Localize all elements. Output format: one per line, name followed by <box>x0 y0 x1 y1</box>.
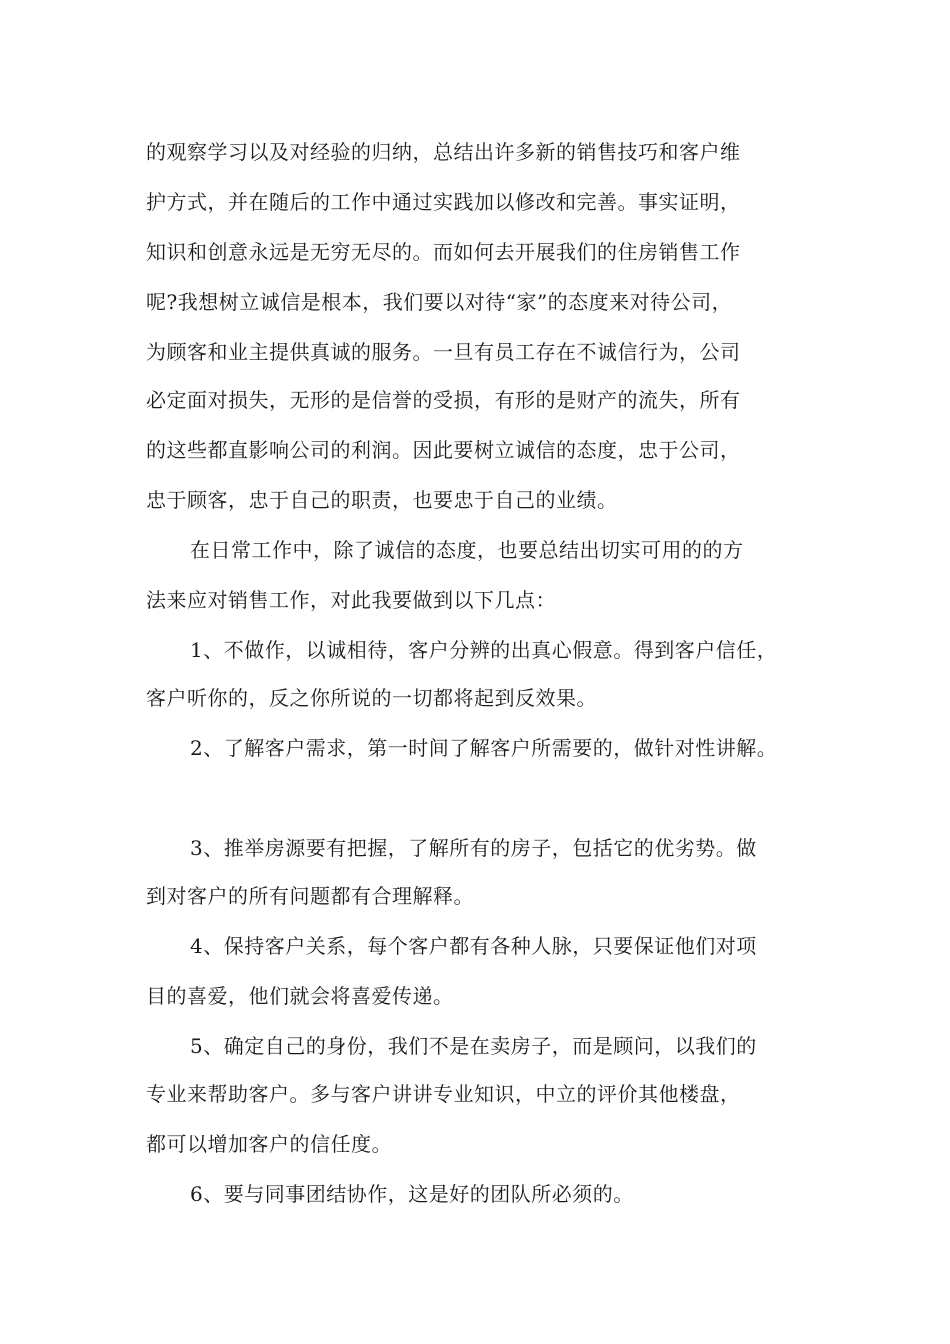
text-line-6: 必定面对损失，无形的是信誉的受损，有形的是财产的流失，所有 <box>146 388 741 412</box>
list-item-3-line-1: 3、推举房源要有把握，了解所有的房子，包括它的优劣势。做 <box>190 836 757 860</box>
list-item-5-line-2: 专业来帮助客户。多与客户讲讲专业知识，中立的评价其他楼盘， <box>146 1082 741 1106</box>
list-item-3-line-2: 到对客户的所有问题都有合理解释。 <box>146 884 474 908</box>
text-line-8: 忠于顾客，忠于自己的职责，也要忠于自己的业绩。 <box>146 488 618 512</box>
list-item-1-line-1: 1、不做作，以诚相待，客户分辨的出真心假意。得到客户信任， <box>190 638 778 662</box>
text-line-2: 护方式，并在随后的工作中通过实践加以修改和完善。事实证明， <box>146 190 741 214</box>
list-item-5-line-3: 都可以增加客户的信任度。 <box>146 1132 392 1156</box>
text-line-1: 的观察学习以及对经验的归纳，总结出许多新的销售技巧和客户维 <box>146 140 741 164</box>
text-line-4: 呢?我想树立诚信是根本，我们要以对待“家”的态度来对待公司， <box>146 290 733 314</box>
list-item-5-line-1: 5、确定自己的身份，我们不是在卖房子，而是顾问，以我们的 <box>190 1034 757 1058</box>
list-item-4-line-1: 4、保持客户关系，每个客户都有各种人脉，只要保证他们对项 <box>190 934 757 958</box>
text-line-7: 的这些都直影响公司的利润。因此要树立诚信的态度，忠于公司， <box>146 438 741 462</box>
list-item-4-line-2: 目的喜爱，他们就会将喜爱传递。 <box>146 984 454 1008</box>
list-item-2-line-1: 2、了解客户需求，第一时间了解客户所需要的，做针对性讲解。 <box>190 736 778 760</box>
paragraph-intro-line-1: 在日常工作中，除了诚信的态度，也要总结出切实可用的的方 <box>190 538 744 562</box>
text-line-5: 为顾客和业主提供真诚的服务。一旦有员工存在不诚信行为，公司 <box>146 340 741 364</box>
paragraph-intro-line-2: 法来应对销售工作，对此我要做到以下几点： <box>146 588 556 612</box>
text-line-3: 知识和创意永远是无穷无尽的。而如何去开展我们的住房销售工作 <box>146 240 741 264</box>
list-item-6-line-1: 6、要与同事团结协作，这是好的团队所必须的。 <box>190 1182 634 1206</box>
list-item-1-line-2: 客户听你的，反之你所说的一切都将起到反效果。 <box>146 686 597 710</box>
